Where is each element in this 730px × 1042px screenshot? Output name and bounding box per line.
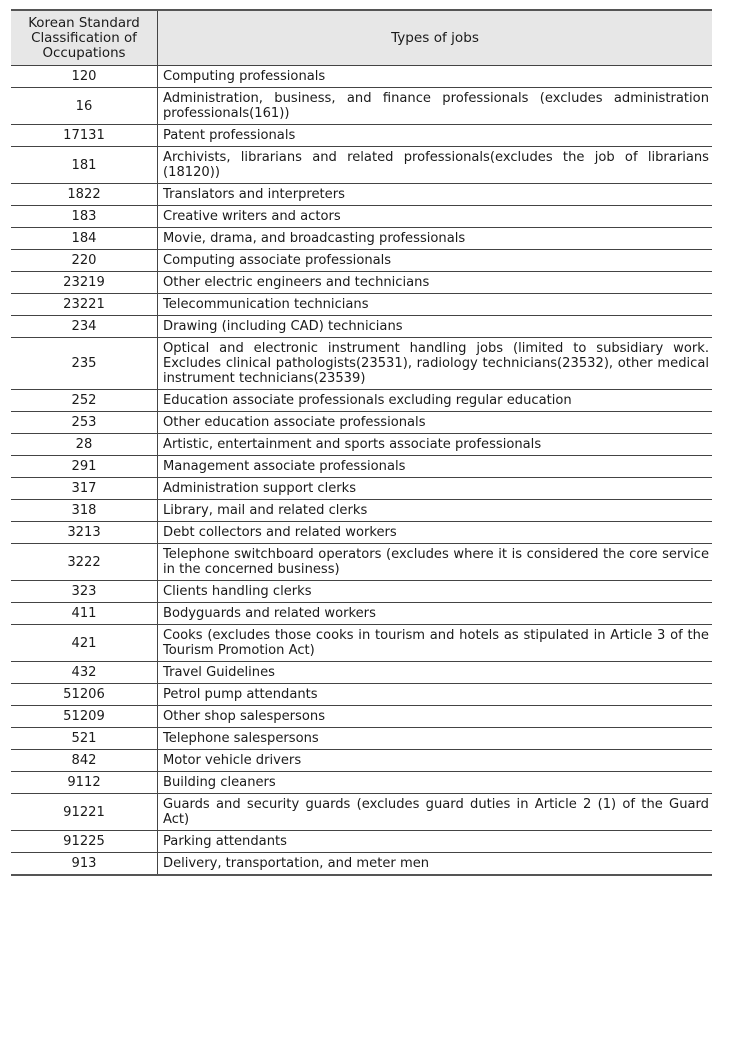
- occupation-code-cell: 91225: [11, 831, 158, 853]
- job-type-cell: Library, mail and related clerks: [158, 500, 713, 522]
- job-type-cell: Clients handling clerks: [158, 581, 713, 603]
- occupation-code-cell: 16: [11, 88, 158, 125]
- job-type-cell: Debt collectors and related workers: [158, 522, 713, 544]
- occupation-code-cell: 17131: [11, 125, 158, 147]
- table-row: [11, 544, 712, 581]
- occupation-code-cell: 184: [11, 228, 158, 250]
- job-type-cell: Guards and security guards (excludes guard duties in Article 2 (1) of the Guard Act): [158, 794, 713, 831]
- table-row: [11, 316, 712, 338]
- table-row: [11, 750, 712, 772]
- table-row: [11, 434, 712, 456]
- table-row: [11, 794, 712, 831]
- job-type-cell: Drawing (including CAD) technicians: [158, 316, 713, 338]
- occupation-code-cell: 51206: [11, 684, 158, 706]
- occupation-code-cell: 3213: [11, 522, 158, 544]
- occupation-table: [11, 9, 712, 876]
- table-row: [11, 581, 712, 603]
- occupation-code-cell: 234: [11, 316, 158, 338]
- job-type-cell: Education associate professionals excluding regular education: [158, 390, 713, 412]
- table-row: [11, 684, 712, 706]
- job-type-cell: Delivery, transportation, and meter men: [158, 853, 713, 876]
- job-type-cell: Computing professionals: [158, 66, 713, 88]
- occupation-code-cell: 252: [11, 390, 158, 412]
- table-row: [11, 412, 712, 434]
- occupation-code-cell: 23219: [11, 272, 158, 294]
- job-type-cell: Other education associate professionals: [158, 412, 713, 434]
- table-row: [11, 184, 712, 206]
- table-row: [11, 206, 712, 228]
- occupation-code-cell: 235: [11, 338, 158, 390]
- occupation-code-cell: 317: [11, 478, 158, 500]
- job-type-cell: Administration support clerks: [158, 478, 713, 500]
- job-type-cell: Petrol pump attendants: [158, 684, 713, 706]
- occupation-code-cell: 521: [11, 728, 158, 750]
- table-row: [11, 338, 712, 390]
- occupation-code-cell: 181: [11, 147, 158, 184]
- job-type-cell: Other electric engineers and technicians: [158, 272, 713, 294]
- table-row: [11, 853, 712, 876]
- table-row: [11, 228, 712, 250]
- header-types-of-jobs: Types of jobs: [158, 10, 713, 66]
- occupation-code-cell: 51209: [11, 706, 158, 728]
- occupation-code-cell: 91221: [11, 794, 158, 831]
- table-row: [11, 522, 712, 544]
- table-row: [11, 706, 712, 728]
- table-row: [11, 831, 712, 853]
- table-row: [11, 294, 712, 316]
- table-row: [11, 478, 712, 500]
- table-row: [11, 272, 712, 294]
- job-type-cell: Computing associate professionals: [158, 250, 713, 272]
- table-body: [11, 66, 712, 876]
- job-type-cell: Creative writers and actors: [158, 206, 713, 228]
- occupation-code-cell: 28: [11, 434, 158, 456]
- job-type-cell: Management associate professionals: [158, 456, 713, 478]
- table-row: [11, 456, 712, 478]
- table-row: [11, 728, 712, 750]
- table-row: [11, 500, 712, 522]
- job-type-cell: Travel Guidelines: [158, 662, 713, 684]
- job-type-cell: Telecommunication technicians: [158, 294, 713, 316]
- job-type-cell: Other shop salespersons: [158, 706, 713, 728]
- occupation-code-cell: 432: [11, 662, 158, 684]
- occupation-code-cell: 323: [11, 581, 158, 603]
- job-type-cell: Bodyguards and related workers: [158, 603, 713, 625]
- table-header: [11, 10, 712, 66]
- table-row: [11, 772, 712, 794]
- occupation-code-cell: 3222: [11, 544, 158, 581]
- occupation-code-cell: 291: [11, 456, 158, 478]
- job-type-cell: Archivists, librarians and related professionals(excludes the job of librarians (18120)): [158, 147, 713, 184]
- job-type-cell: Translators and interpreters: [158, 184, 713, 206]
- job-type-cell: Building cleaners: [158, 772, 713, 794]
- occupation-code-cell: 253: [11, 412, 158, 434]
- job-type-cell: Patent professionals: [158, 125, 713, 147]
- job-type-cell: Telephone switchboard operators (excludes where it is considered the core service in the concerned business): [158, 544, 713, 581]
- table-row: [11, 625, 712, 662]
- occupation-code-cell: 318: [11, 500, 158, 522]
- table-row: [11, 250, 712, 272]
- job-type-cell: Artistic, entertainment and sports associate professionals: [158, 434, 713, 456]
- occupation-code-cell: 183: [11, 206, 158, 228]
- occupation-code-cell: 842: [11, 750, 158, 772]
- occupation-code-cell: 120: [11, 66, 158, 88]
- job-type-cell: Motor vehicle drivers: [158, 750, 713, 772]
- job-type-cell: Administration, business, and finance professionals (excludes administration professionals(161)): [158, 88, 713, 125]
- job-type-cell: Telephone salespersons: [158, 728, 713, 750]
- job-type-cell: Optical and electronic instrument handling jobs (limited to subsidiary work. Excludes clinical pathologists(23531), radiology technicians(23532), other medical instrument technicians(23539): [158, 338, 713, 390]
- occupation-code-cell: 421: [11, 625, 158, 662]
- table-row: [11, 390, 712, 412]
- table-row: [11, 125, 712, 147]
- occupation-code-cell: 1822: [11, 184, 158, 206]
- job-type-cell: Cooks (excludes those cooks in tourism and hotels as stipulated in Article 3 of the Tourism Promotion Act): [158, 625, 713, 662]
- occupation-code-cell: 23221: [11, 294, 158, 316]
- occupation-table-container: [11, 9, 712, 876]
- header-row: [11, 10, 712, 66]
- table-row: [11, 147, 712, 184]
- occupation-code-cell: 9112: [11, 772, 158, 794]
- job-type-cell: Parking attendants: [158, 831, 713, 853]
- table-row: [11, 603, 712, 625]
- table-row: [11, 66, 712, 88]
- occupation-code-cell: 220: [11, 250, 158, 272]
- job-type-cell: Movie, drama, and broadcasting professionals: [158, 228, 713, 250]
- header-classification-code: Korean Standard Classification of Occupations: [11, 10, 158, 66]
- table-row: [11, 662, 712, 684]
- occupation-code-cell: 913: [71, 856, 97, 871]
- occupation-code-cell: 411: [11, 603, 158, 625]
- table-row: [11, 88, 712, 125]
